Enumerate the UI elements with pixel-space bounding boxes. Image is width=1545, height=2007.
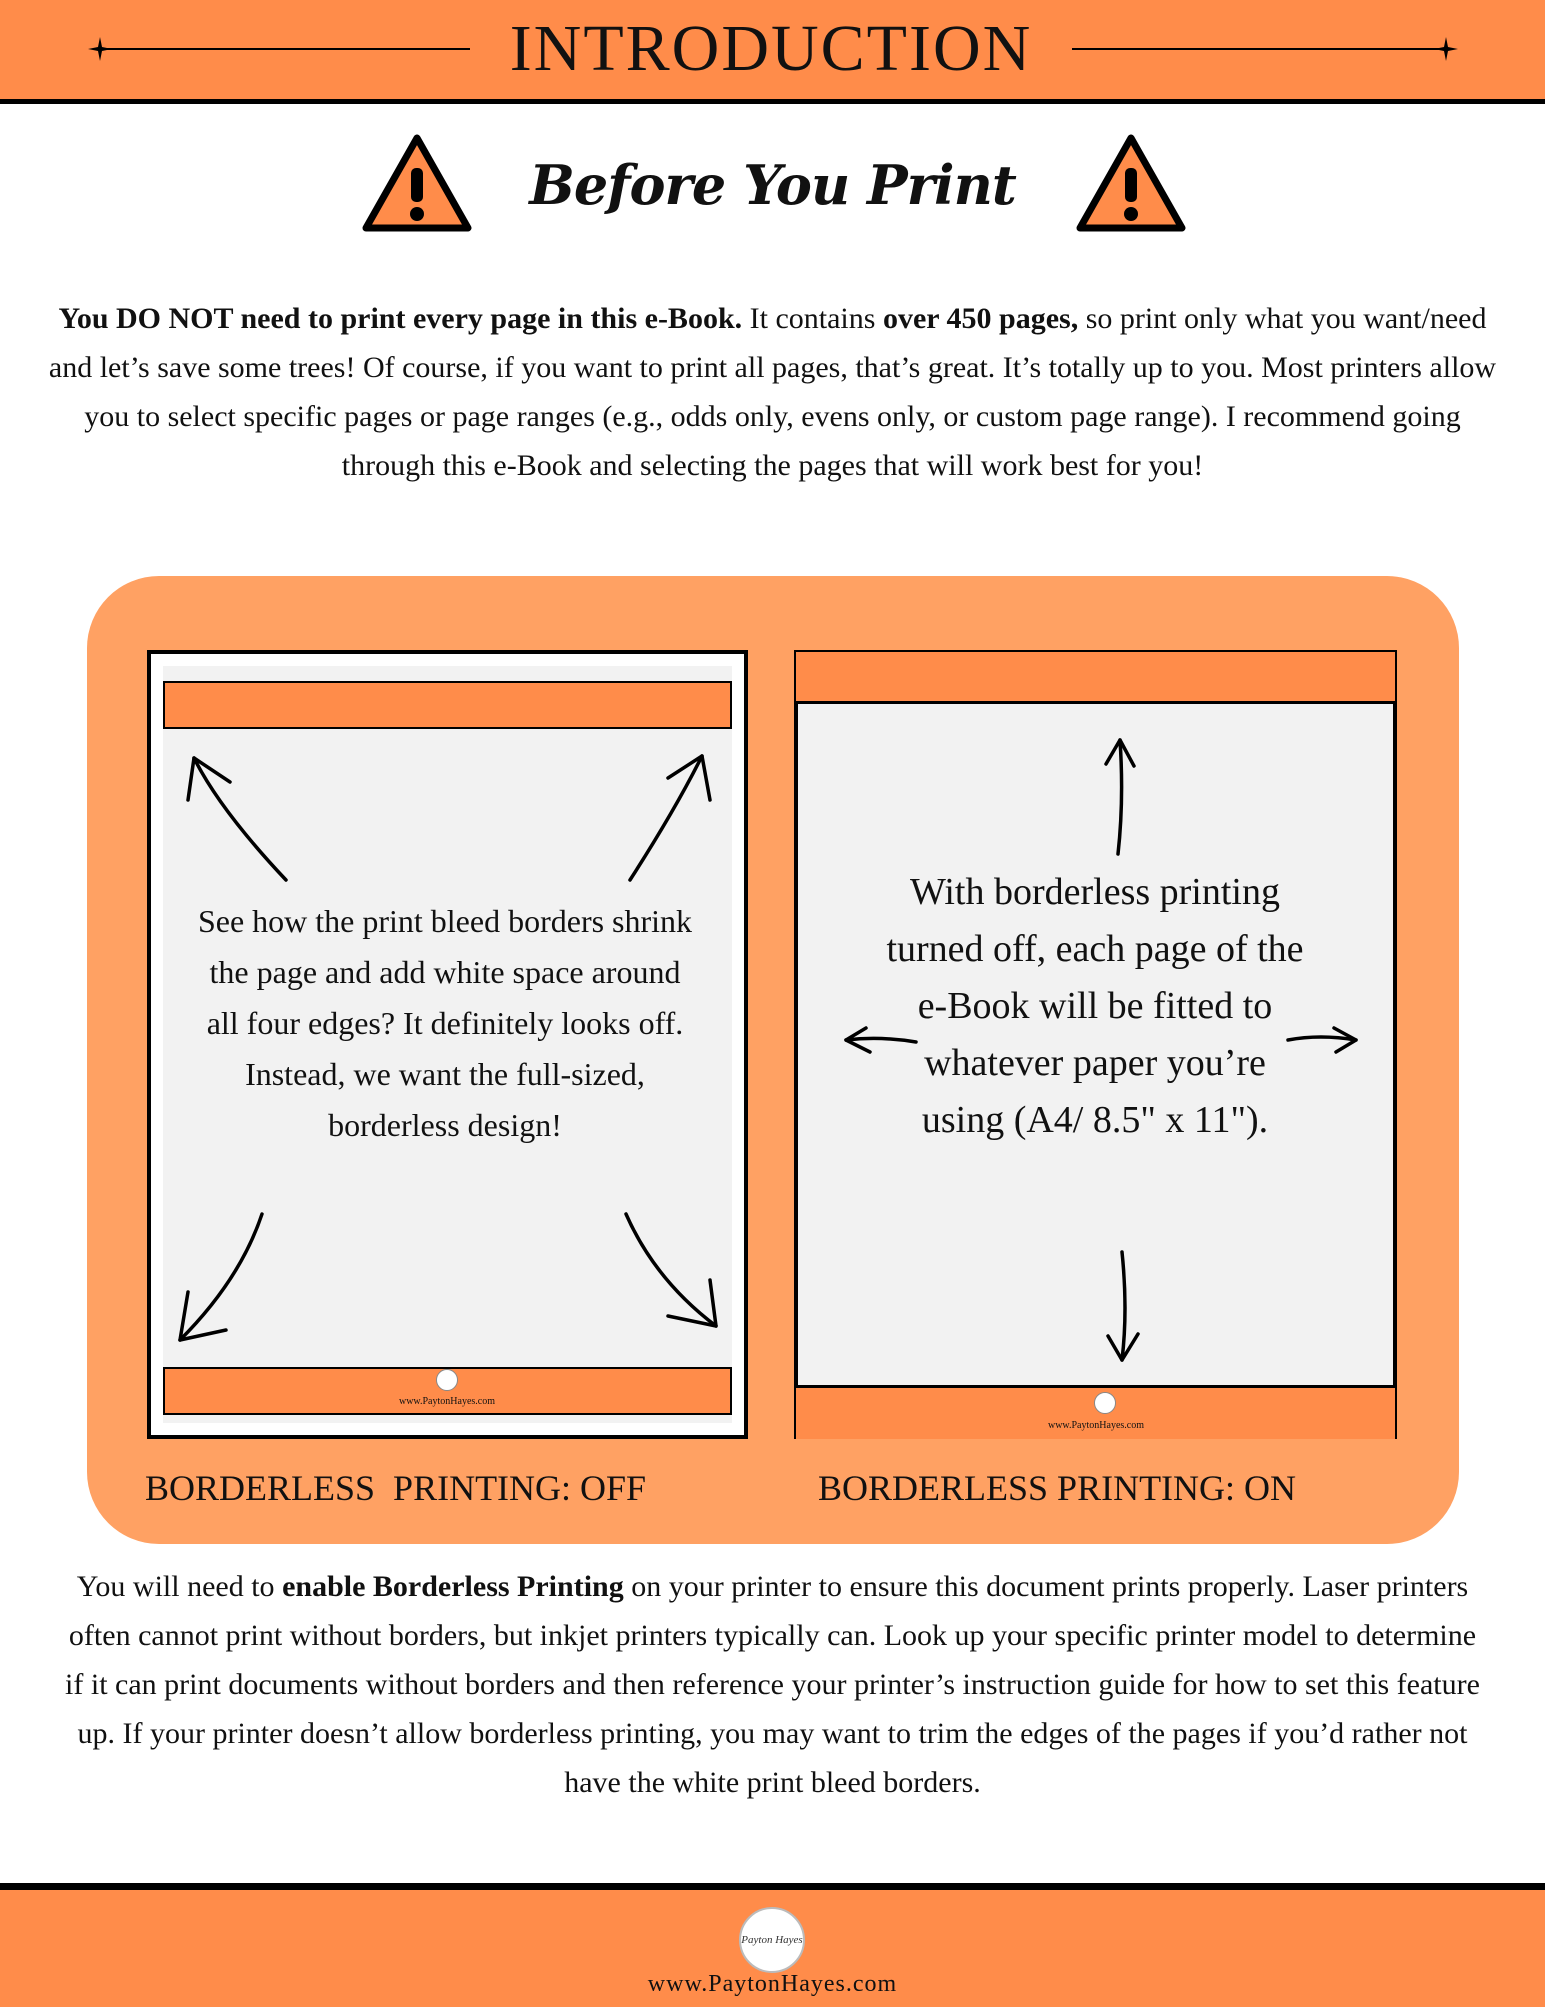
borderless-off-description: See how the print bleed borders shrink the page and add white space around all four edges? It definitely looks off. Instead, we want the full-sized, borderless design! <box>197 903 693 1143</box>
page-title: INTRODUCTION <box>509 12 1033 85</box>
intro-text: so print only what you want/need and let’s save some trees! Of course, if you want to print all pages, that’s great. It’s totally up to you. Most printers allow you to select specific pages or page ranges (e.g., odds only, evens only, or custom page range). I recommend going through this e-Book and selecting the pages that will work best for you! <box>48 302 1497 482</box>
caption-borderless-on: BORDERLESS PRINTING: ON <box>818 1468 1297 1508</box>
instructions-text: on your printer to ensure this document prints properly. Laser printers often cannot print without borders, but inkjet printers typically can. Look up your specific printer model to determine if it can print documents without borders and then reference your printer’s instruction guide for how to set this feature up. If your printer doesn’t allow borderless printing, you may want to trim the edges of the pages if you’d rather not have the white print bleed borders. <box>65 1570 1480 1799</box>
instructions-text: You will need to <box>76 1570 283 1603</box>
arrow-icon <box>180 1214 262 1340</box>
section-subtitle: Before You Print <box>529 153 1016 217</box>
arrow-icon <box>630 756 710 880</box>
intro-text: It contains <box>742 302 883 335</box>
borderless-on-description: With borderless printing turned off, each page of the e-Book will be fitted to whatever paper you’re using (A4/ 8.5" x 11"). <box>886 871 1304 1141</box>
arrow-icon <box>1106 740 1134 854</box>
footer-url[interactable]: www.PaytonHayes.com <box>647 1971 898 1997</box>
instructions-bold: enable Borderless Printing <box>282 1570 624 1603</box>
intro-page-count: over 450 pages, <box>882 302 1079 335</box>
arrow-icon <box>626 1214 716 1326</box>
logo-icon: Payton Hayes <box>739 1907 805 1973</box>
caption-borderless-off: BORDERLESS PRINTING: OFF <box>145 1468 647 1508</box>
mock-footer-url: www.PaytonHayes.com <box>1047 1420 1144 1431</box>
intro-bold-statement: You DO NOT need to print every page in this e-Book. <box>58 302 743 335</box>
arrow-icon <box>1108 1252 1138 1360</box>
mock-footer-url: www.PaytonHayes.com <box>398 1396 495 1407</box>
arrow-icon <box>188 758 286 880</box>
instructions-paragraph <box>60 1562 1485 1807</box>
